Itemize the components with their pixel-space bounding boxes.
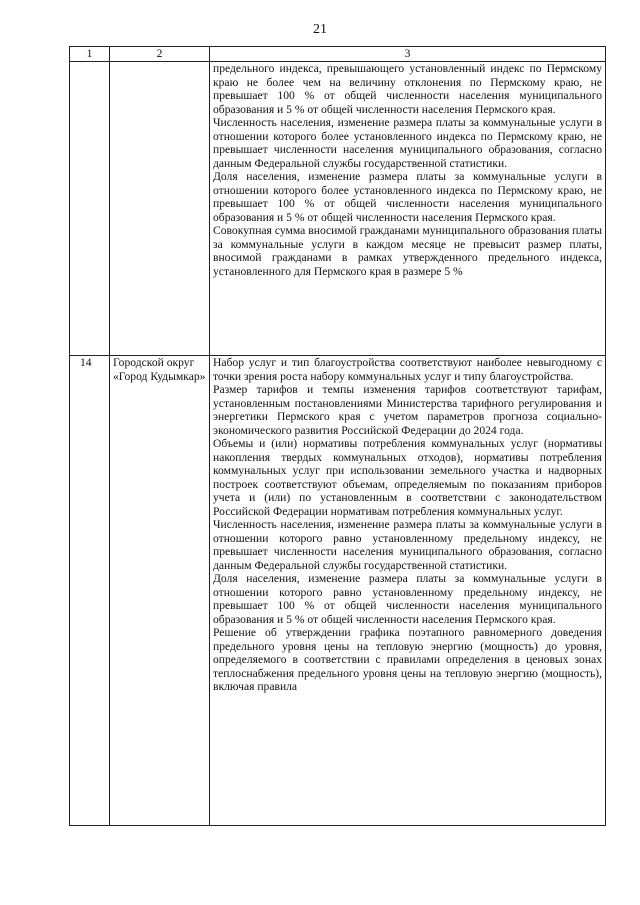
- municipality-name: Городской округ «Город Кудымкар»: [110, 356, 210, 826]
- row-number: [70, 62, 110, 356]
- criteria-content: [213, 356, 602, 694]
- criteria-paragraph: Численность населения, изменение размера платы за коммунальные услуги в отношении которого более установленного индекса по Пермскому краю, не превышает численности населения муниципального образования, согласно данным Федеральной службы государственной статистики.: [213, 116, 602, 170]
- criteria-paragraph: Объемы и (или) нормативы потребления коммунальных услуг (нормативы накопления твердых коммунальных отходов), нормативы потребления коммунальных услуг при использовании земельного участка и надворных построек соответствуют объемам, определяемым по показаниям приборов учета и (или) по установленным в соответствии с законодательством Российской Федерации нормативам потребления коммунальных услуг.: [213, 437, 602, 518]
- column-header-3: 3: [210, 47, 606, 62]
- criteria-paragraph: Численность населения, изменение размера платы за коммунальные услуги в отношении которого равно установленному предельному индексу, не превышает численности населения муниципального образования, согласно данным Федеральной службы государственной статистики.: [213, 518, 602, 572]
- municipality-name: [110, 62, 210, 356]
- criteria-paragraph: Решение об утверждении графика поэтапного равномерного доведения предельного уровня цены на тепловую энергию (мощность) до уровня, определяемого в соответствии с правилами определения в ценовых зонах теплоснабжения предельного уровня цены на тепловую энергию (мощность), включая правила: [213, 626, 602, 693]
- table-header-row: [70, 47, 606, 62]
- criteria-paragraph: предельного индекса, превышающего установленный индекс по Пермскому краю не более чем на величину отклонения по Пермскому краю, не превышает 100 % от общей численности населения муниципального образования и 5 % от общей численности населения Пермского края.: [213, 62, 602, 116]
- criteria-paragraph: Набор услуг и тип благоустройства соответствуют наиболее невыгодному с точки зрения роста набору коммунальных услуг и типу благоустройства.: [213, 356, 602, 383]
- table-row: [70, 356, 606, 826]
- column-header-1: 1: [70, 47, 110, 62]
- page-number: 21: [313, 22, 327, 37]
- criteria-paragraph: Доля населения, изменение размера платы за коммунальные услуги в отношении которого равно установленному предельному индексу, не превышает 100 % от общей численности населения муниципального образования и 5 % от общей численности населения Пермского края.: [213, 572, 602, 626]
- table-row: [70, 62, 606, 356]
- document-table: [69, 46, 606, 826]
- criteria-paragraph: Размер тарифов и темпы изменения тарифов соответствуют тарифам, установленным постановлениями Министерства тарифного регулирования и энергетики Пермского края с учетом параметров прогноза социально-экономического развития Российской Федерации до 2024 года.: [213, 383, 602, 437]
- criteria-cell: [210, 62, 606, 356]
- row-number: 14: [70, 356, 110, 826]
- criteria-cell: [210, 356, 606, 826]
- criteria-paragraph: Совокупная сумма вносимой гражданами муниципального образования платы за коммунальные услуги в каждом месяце не превысит размер платы, вносимой гражданами в рамках утвержденного предельного индекса, установленного для Пермского края в размере 5 %: [213, 224, 602, 278]
- criteria-paragraph: Доля населения, изменение размера платы за коммунальные услуги в отношении которого более установленного индекса по Пермскому краю, не превышает 100 % от общей численности населения муниципального образования и 5 % от общей численности населения Пермского края.: [213, 170, 602, 224]
- column-header-2: 2: [110, 47, 210, 62]
